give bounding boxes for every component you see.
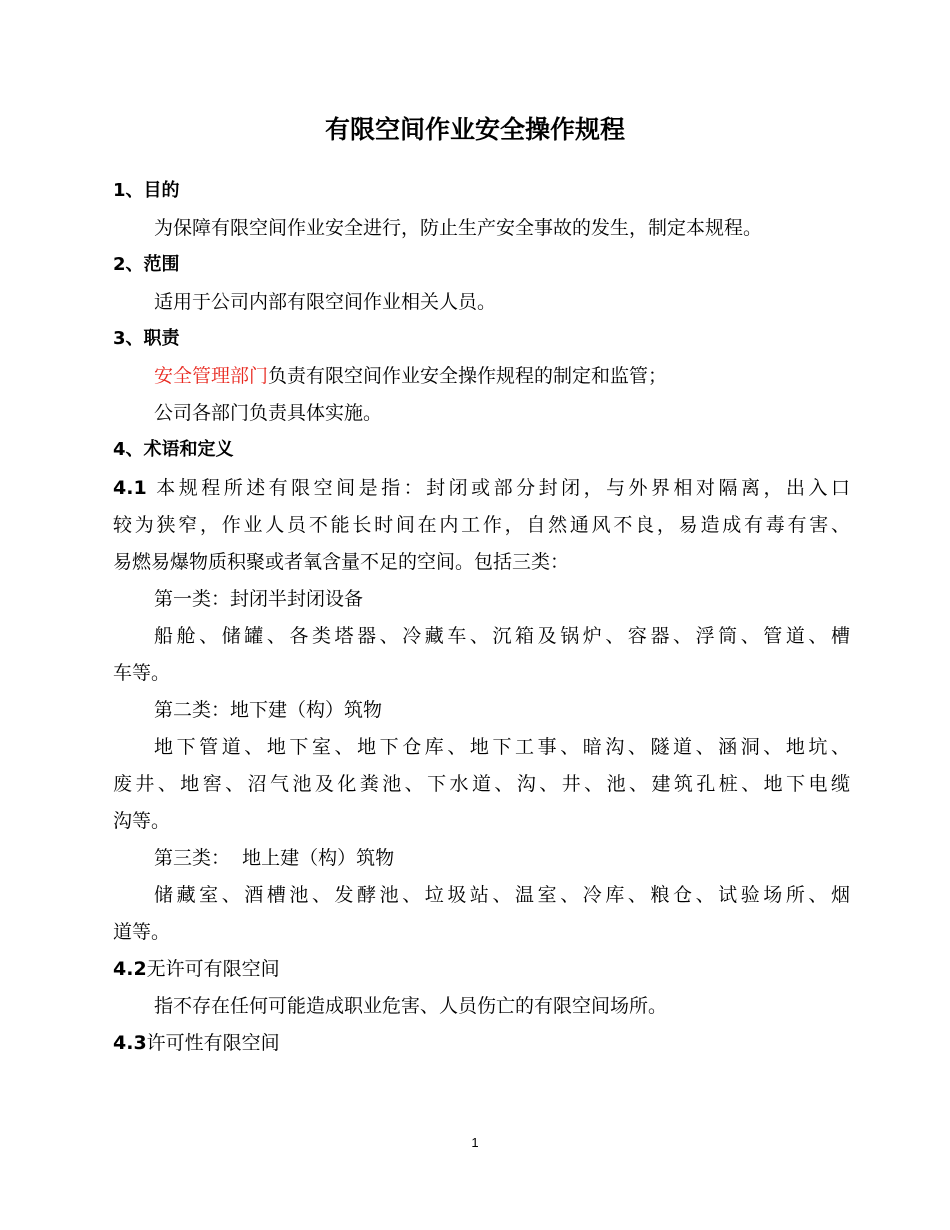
definition-4-1-line-2: 较为狭窄，作业人员不能长时间在内工作，自然通风不良，易造成有毒有害、 (113, 514, 850, 536)
definition-4-3-label: 许可性有限空间 (146, 1032, 280, 1054)
section-3-heading: 3、职责 (113, 328, 180, 349)
section-3-duty-1 (154, 361, 850, 391)
definition-4-1-line-1: 4.1 本规程所述有限空间是指：封闭或部分封闭，与外界相对隔离，出入口 (113, 477, 850, 499)
category-3-line-2: 道等。 (113, 921, 171, 943)
definition-4-1-line-3: 易燃易爆物质积聚或者氧含量不足的空间。包括三类： (113, 551, 570, 573)
definition-4-2-number: 4.2 (113, 958, 147, 980)
responsible-department: 安全管理部门 (154, 365, 269, 387)
category-2-line-3: 沟等。 (113, 810, 171, 832)
definition-4-3 (113, 1028, 850, 1058)
category-3-line-1: 储藏室、酒槽池、发酵池、垃圾站、温室、冷库、粮仓、试验场所、烟 (154, 884, 850, 906)
section-1-text: 为保障有限空间作业安全进行，防止生产安全事故的发生，制定本规程。 (154, 217, 763, 239)
section-2-heading: 2、范围 (113, 254, 180, 275)
definition-4-3-number: 4.3 (113, 1032, 147, 1054)
duty-1-text: 负责有限空间作业安全操作规程的制定和监管； (268, 365, 668, 387)
category-1-label: 第一类：封闭半封闭设备 (154, 588, 364, 610)
definition-4-2 (113, 954, 850, 984)
document-title: 有限空间作业安全操作规程 (324, 115, 625, 144)
category-1-line-2: 车等。 (113, 662, 171, 684)
section-4-heading: 4、术语和定义 (113, 439, 234, 460)
category-1-line-1: 船舱、储罐、各类塔器、冷藏车、沉箱及锅炉、容器、浮筒、管道、槽 (154, 625, 850, 647)
page-number: 1 (471, 1135, 479, 1150)
definition-4-1-number: 4.1 (113, 477, 147, 499)
section-3-duty-2: 公司各部门负责具体实施。 (154, 402, 383, 424)
section-1-heading: 1、目的 (113, 180, 180, 201)
category-3-label: 第三类： 地上建（构）筑物 (154, 847, 395, 869)
section-2-text: 适用于公司内部有限空间作业相关人员。 (154, 291, 497, 313)
category-2-line-2: 废井、地窖、沼气池及化粪池、下水道、沟、井、池、建筑孔桩、地下电缆 (113, 773, 850, 795)
category-2-line-1: 地下管道、地下室、地下仓库、地下工事、暗沟、隧道、涵洞、地坑、 (154, 736, 850, 758)
definition-4-2-label: 无许可有限空间 (146, 958, 280, 980)
category-2-label: 第二类：地下建（构）筑物 (154, 699, 383, 721)
definition-4-2-text: 指不存在任何可能造成职业危害、人员伤亡的有限空间场所。 (154, 995, 668, 1017)
